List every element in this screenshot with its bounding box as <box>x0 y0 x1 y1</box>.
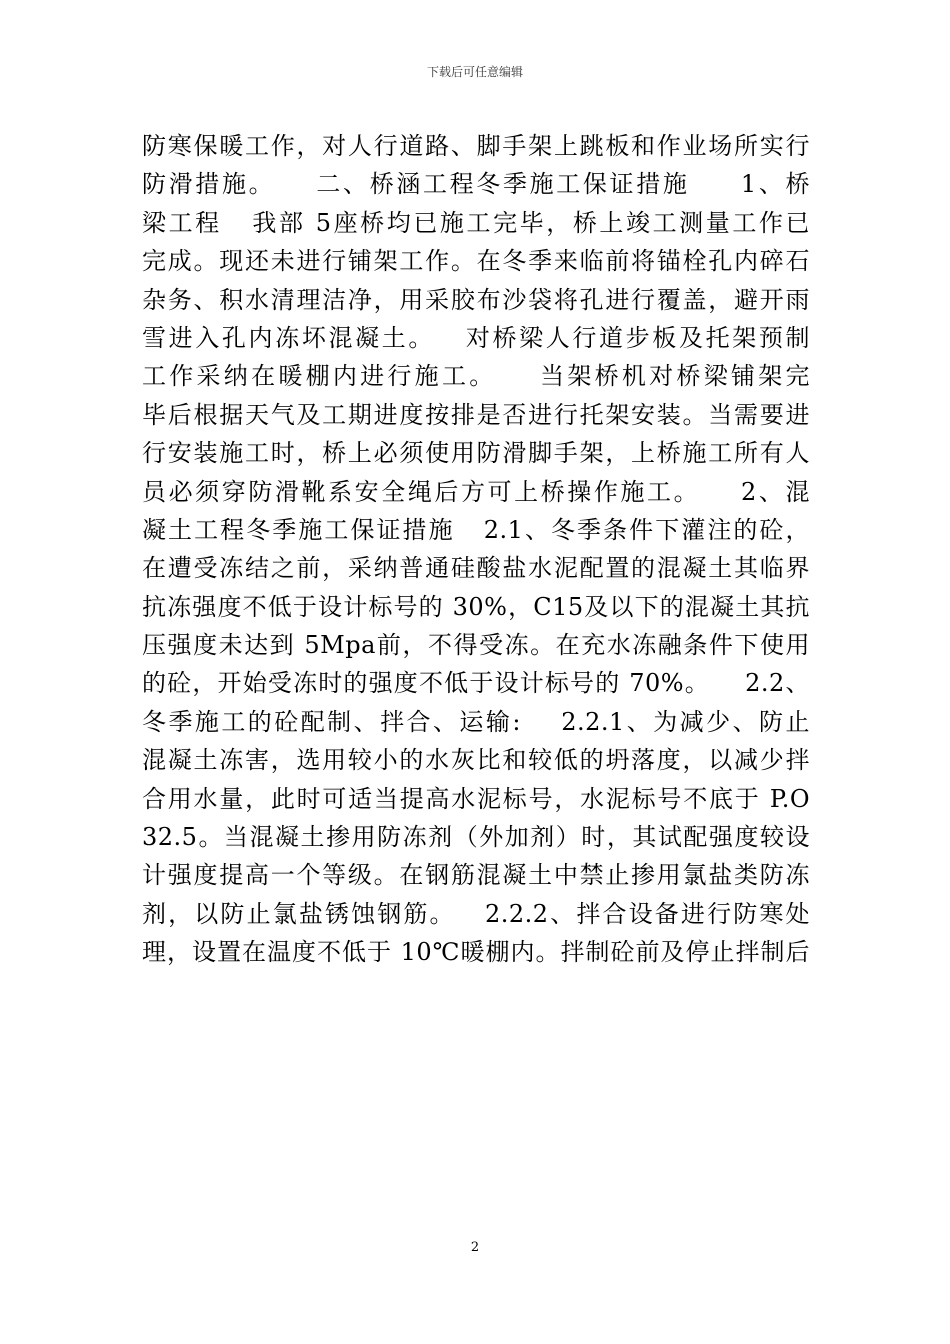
text-line: 行安装施工时，桥上必须使用防滑脚手架，上桥施工所有人 <box>142 439 810 468</box>
text-line: 梁工程 我部 5座桥均已施工完毕，桥上竣工测量工作已 <box>142 208 810 237</box>
text-line: 员必须穿防滑靴系安全绳后方可上桥操作施工。 2、混 <box>142 477 810 506</box>
text-line: 凝土工程冬季施工保证措施 2.1、冬季条件下灌注的砼， <box>142 515 810 544</box>
text-line: 计强度提高一个等级。在钢筋混凝土中禁止掺用氯盐类防冻 <box>142 861 810 890</box>
text-line: 毕后根据天气及工期进度按排是否进行托架安装。当需要进 <box>142 400 810 429</box>
text-line: 在遭受冻结之前，采纳普通硅酸盐水泥配置的混凝土其临界 <box>142 554 810 583</box>
page-number: 2 <box>470 1240 480 1255</box>
text-line: 防寒保暖工作，对人行道路、脚手架上跳板和作业场所实行 <box>142 132 810 160</box>
text-line: 冬季施工的砼配制、拌合、运输: 2.2.1、为减少、防止 <box>142 707 810 736</box>
text-line: 压强度未达到 5Mpa前，不得受冻。在充水冻融条件下使用 <box>142 631 810 660</box>
text-line: 杂务、积水清理洁净，用采胶布沙袋将孔进行覆盖，避开雨 <box>142 285 810 314</box>
text-line: 工作采纳在暖棚内进行施工。 当架桥机对桥梁铺架完 <box>142 362 810 391</box>
text-line: 理，设置在温度不低于 10℃暖棚内。拌制砼前及停止拌制后 <box>142 938 810 967</box>
text-line: 合用水量，此时可适当提高水泥标号，水泥标号不底于 P.O <box>142 784 810 813</box>
text-line: 混凝土冻害，选用较小的水灰比和较低的坍落度，以减少拌 <box>142 746 810 775</box>
text-line: 剂，以防止氯盐锈蚀钢筋。 2.2.2、拌合设备进行防寒处 <box>142 899 810 928</box>
page-header: 下载后可任意编辑 <box>426 65 523 79</box>
text-line: 32.5。当混凝土掺用防冻剂（外加剂）时，其试配强度较设 <box>142 823 810 852</box>
text-line: 完成。现还未进行铺架工作。在冬季来临前将锚栓孔内碎石 <box>142 247 810 276</box>
text-line: 雪进入孔内冻坏混凝土。 对桥梁人行道步板及托架预制 <box>142 323 810 352</box>
text-line: 防滑措施。 二、桥涵工程冬季施工保证措施 1、桥 <box>142 170 810 199</box>
document-body <box>142 127 810 972</box>
text-line: 的砼，开始受冻时的强度不低于设计标号的 70%。 2.2、 <box>142 669 810 698</box>
text-line: 抗冻强度不低于设计标号的 30%，C15及以下的混凝土其抗 <box>142 592 810 621</box>
